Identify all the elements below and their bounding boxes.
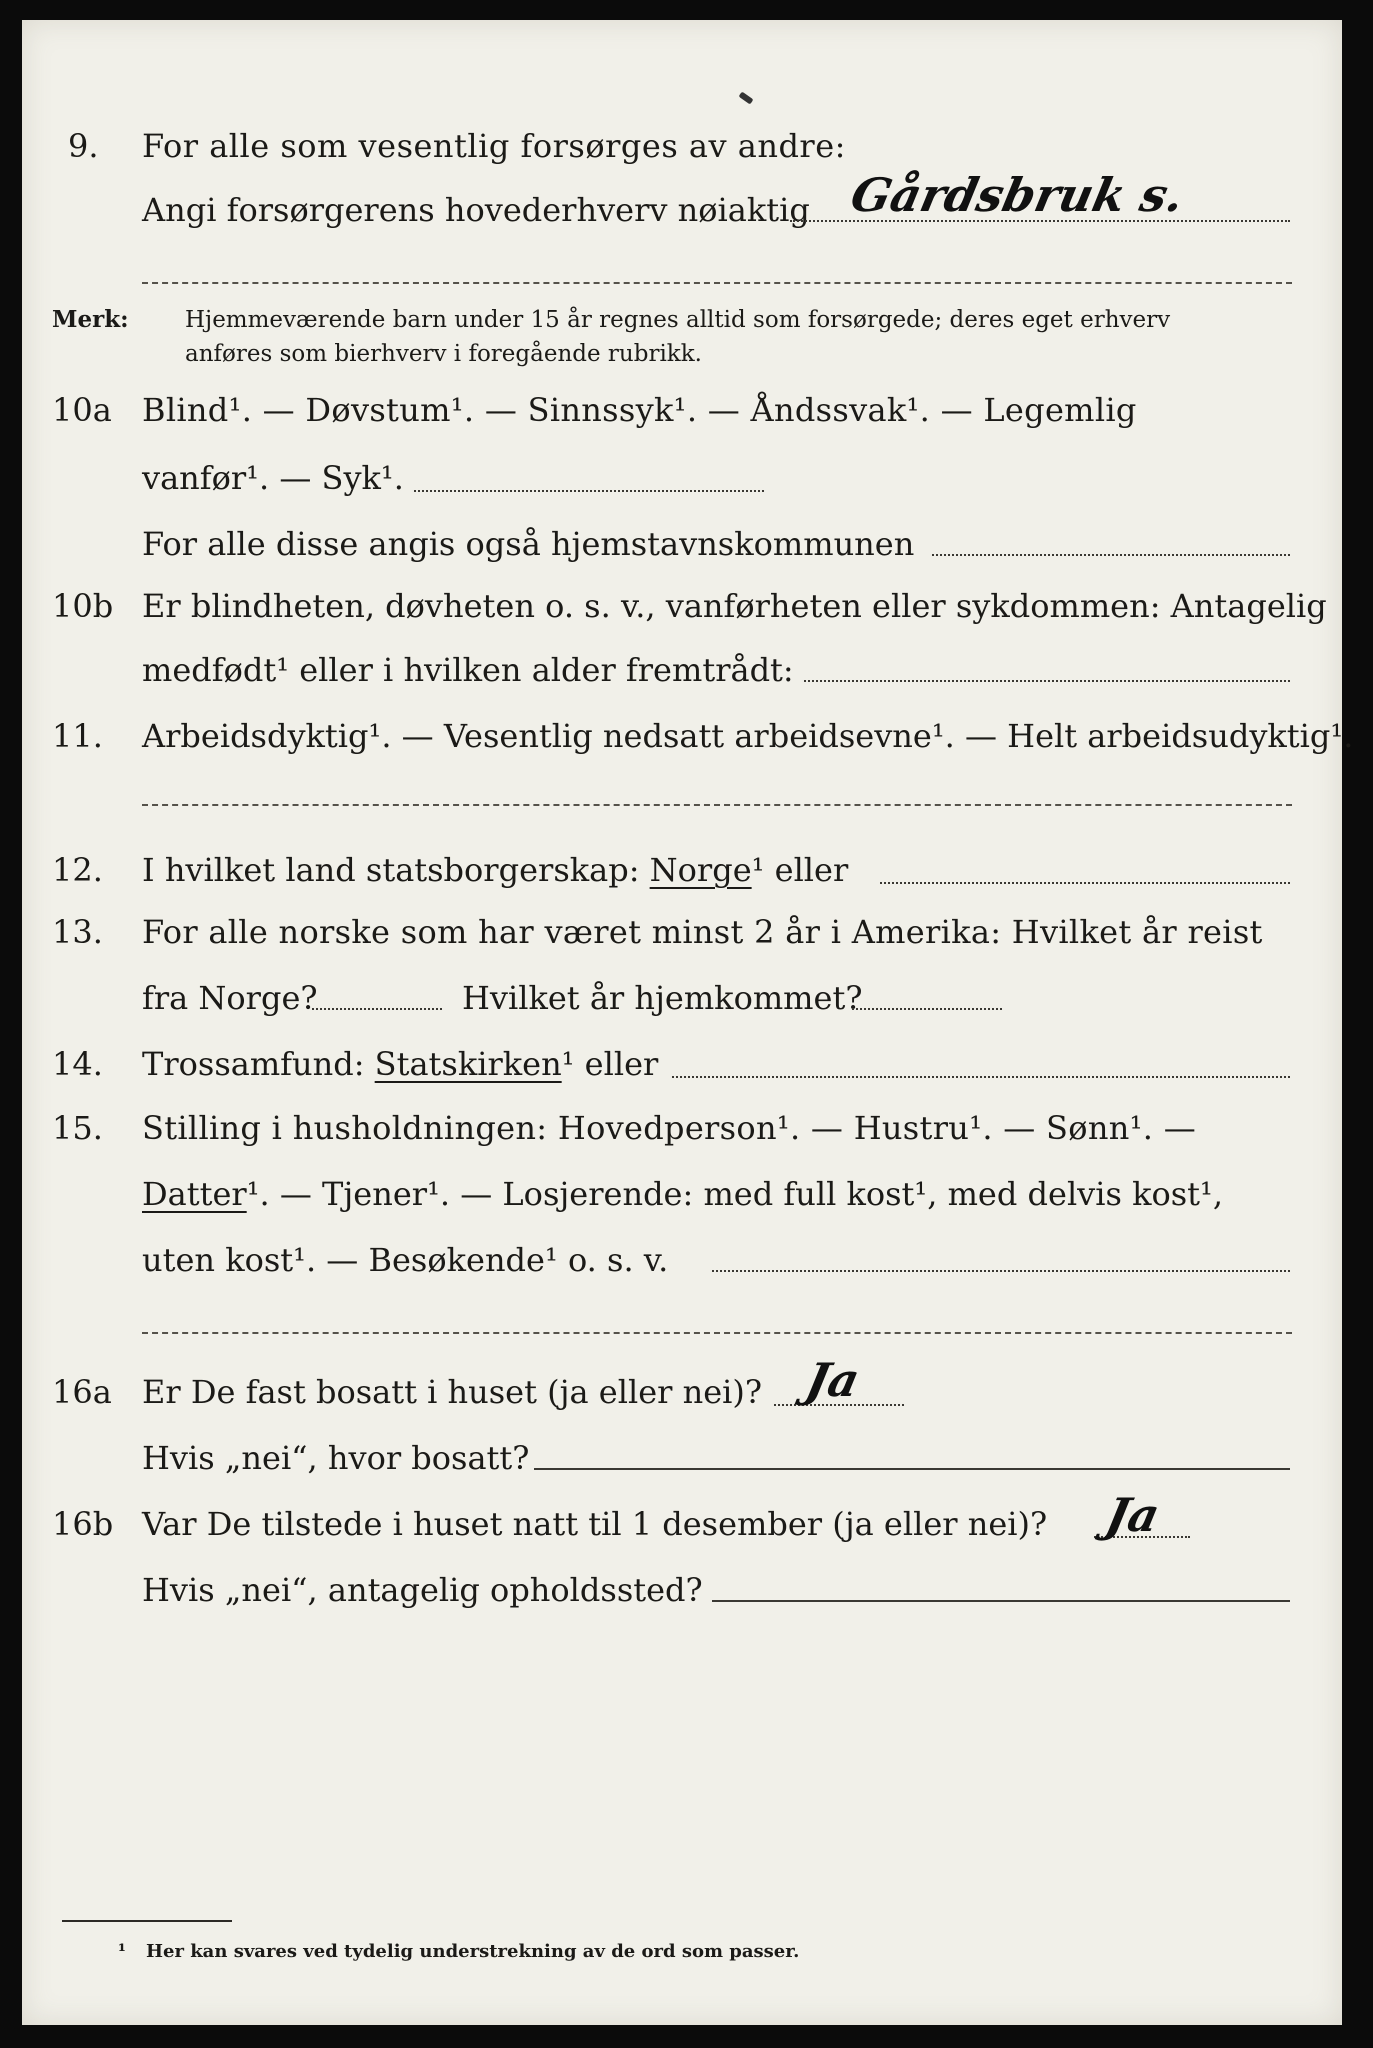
- q10a-line1: Blind¹. — Døvstum¹. — Sinnssyk¹. — Åndssvak¹. — Legemlig: [142, 391, 1137, 429]
- q9-line1: For alle som vesentlig forsørges av andre:: [142, 127, 846, 165]
- q12-number: 12.: [52, 851, 103, 889]
- q10a-number: 10a: [52, 391, 112, 429]
- q14-prefix: Trossamfund:: [142, 1045, 365, 1083]
- q12-line: [142, 850, 848, 890]
- q16a-handwritten-answer: Ja: [801, 1353, 865, 1407]
- q14-number: 14.: [52, 1045, 103, 1083]
- q10b-line2: medfødt¹ eller i hvilken alder fremtrådt:: [142, 651, 794, 689]
- q12-prefix: I hvilket land statsborgerskap:: [142, 851, 640, 889]
- q11-separator: [142, 804, 1292, 806]
- q16b-opholdssted-line: [712, 1600, 1290, 1602]
- ink-mark: [739, 92, 754, 105]
- q15-line1: Stilling i husholdningen: Hovedperson¹. — Hustru¹. — Sønn¹. —: [142, 1109, 1197, 1147]
- q12-answer-line: [880, 882, 1290, 884]
- footnote-rule: [62, 1920, 232, 1922]
- q16b-number: 16b: [52, 1505, 114, 1543]
- q16a-line1: Er De fast bosatt i huset (ja eller nei)?: [142, 1373, 763, 1411]
- merk-line2: anføres som bierhverv i foregående rubrikk.: [185, 341, 702, 367]
- footnote-marker: ¹: [118, 1941, 126, 1962]
- q10a-hjemstavn-line: [932, 554, 1290, 556]
- q12-suffix: ¹ eller: [751, 851, 849, 889]
- q16b-handwritten-answer: Ja: [1101, 1488, 1165, 1542]
- q11-number: 11.: [52, 717, 103, 755]
- census-form-page: [22, 20, 1354, 2025]
- q15-answer-line: [712, 1270, 1290, 1272]
- q13-number: 13.: [52, 913, 103, 951]
- q15-number: 15.: [52, 1109, 103, 1147]
- q16b-line2: Hvis „nei“, antagelig opholdssted?: [142, 1571, 703, 1609]
- q15-line2: [142, 1174, 1223, 1214]
- q14-underlined-answer: Statskirken: [374, 1045, 562, 1083]
- footnote-text: Her kan svares ved tydelig understrekning av de ord som passer.: [146, 1941, 800, 1962]
- q10b-line1: Er blindheten, døvheten o. s. v., vanførheten eller sykdommen: Antagelig: [142, 587, 1327, 625]
- q10b-answer-line: [804, 680, 1290, 682]
- q15-line3: uten kost¹. — Besøkende¹ o. s. v.: [142, 1241, 669, 1279]
- q10a-answer-line: [414, 490, 764, 492]
- q9-number: 9.: [68, 127, 99, 165]
- q16b-line1: Var De tilstede i huset natt til 1 desember (ja eller nei)?: [142, 1505, 1048, 1543]
- q16a-bosatt-line: [534, 1468, 1290, 1470]
- q15-separator: [142, 1332, 1292, 1334]
- q10a-line3: For alle disse angis også hjemstavnskommunen: [142, 525, 915, 563]
- q9-separator: [142, 282, 1292, 284]
- q13-line2a: fra Norge?: [142, 979, 318, 1017]
- q13-hjemkommet-line: [852, 1008, 1002, 1010]
- q13-line2b: Hvilket år hjemkommet?: [462, 979, 863, 1017]
- q11-line1: Arbeidsdyktig¹. — Vesentlig nedsatt arbeidsevne¹. — Helt arbeidsudyktig¹.: [142, 717, 1354, 755]
- q12-underlined-answer: Norge: [649, 851, 752, 889]
- q10b-number: 10b: [52, 587, 114, 625]
- q14-answer-line: [672, 1076, 1290, 1078]
- q14-suffix: ¹ eller: [561, 1045, 659, 1083]
- q13-line1: For alle norske som har været minst 2 år i Amerika: Hvilket år reist: [142, 913, 1263, 951]
- q13-reist-line: [312, 1008, 442, 1010]
- q15-underlined-answer: Datter: [142, 1175, 247, 1213]
- q15-line2-rest: ¹. — Tjener¹. — Losjerende: med full kost¹, med delvis kost¹,: [246, 1175, 1224, 1213]
- q9-handwritten-answer: Gårdsbruk s.: [846, 168, 1189, 222]
- q16a-line2: Hvis „nei“, hvor bosatt?: [142, 1439, 530, 1477]
- merk-label: Merk:: [52, 306, 129, 333]
- q9-line2: Angi forsørgerens hovederhverv nøiaktig: [142, 191, 810, 229]
- q16a-number: 16a: [52, 1373, 112, 1411]
- q14-line: [142, 1044, 658, 1084]
- q10a-line2: vanfør¹. — Syk¹.: [142, 459, 404, 497]
- merk-line1: Hjemmeværende barn under 15 år regnes alltid som forsørgede; deres eget erhverv: [185, 307, 1171, 333]
